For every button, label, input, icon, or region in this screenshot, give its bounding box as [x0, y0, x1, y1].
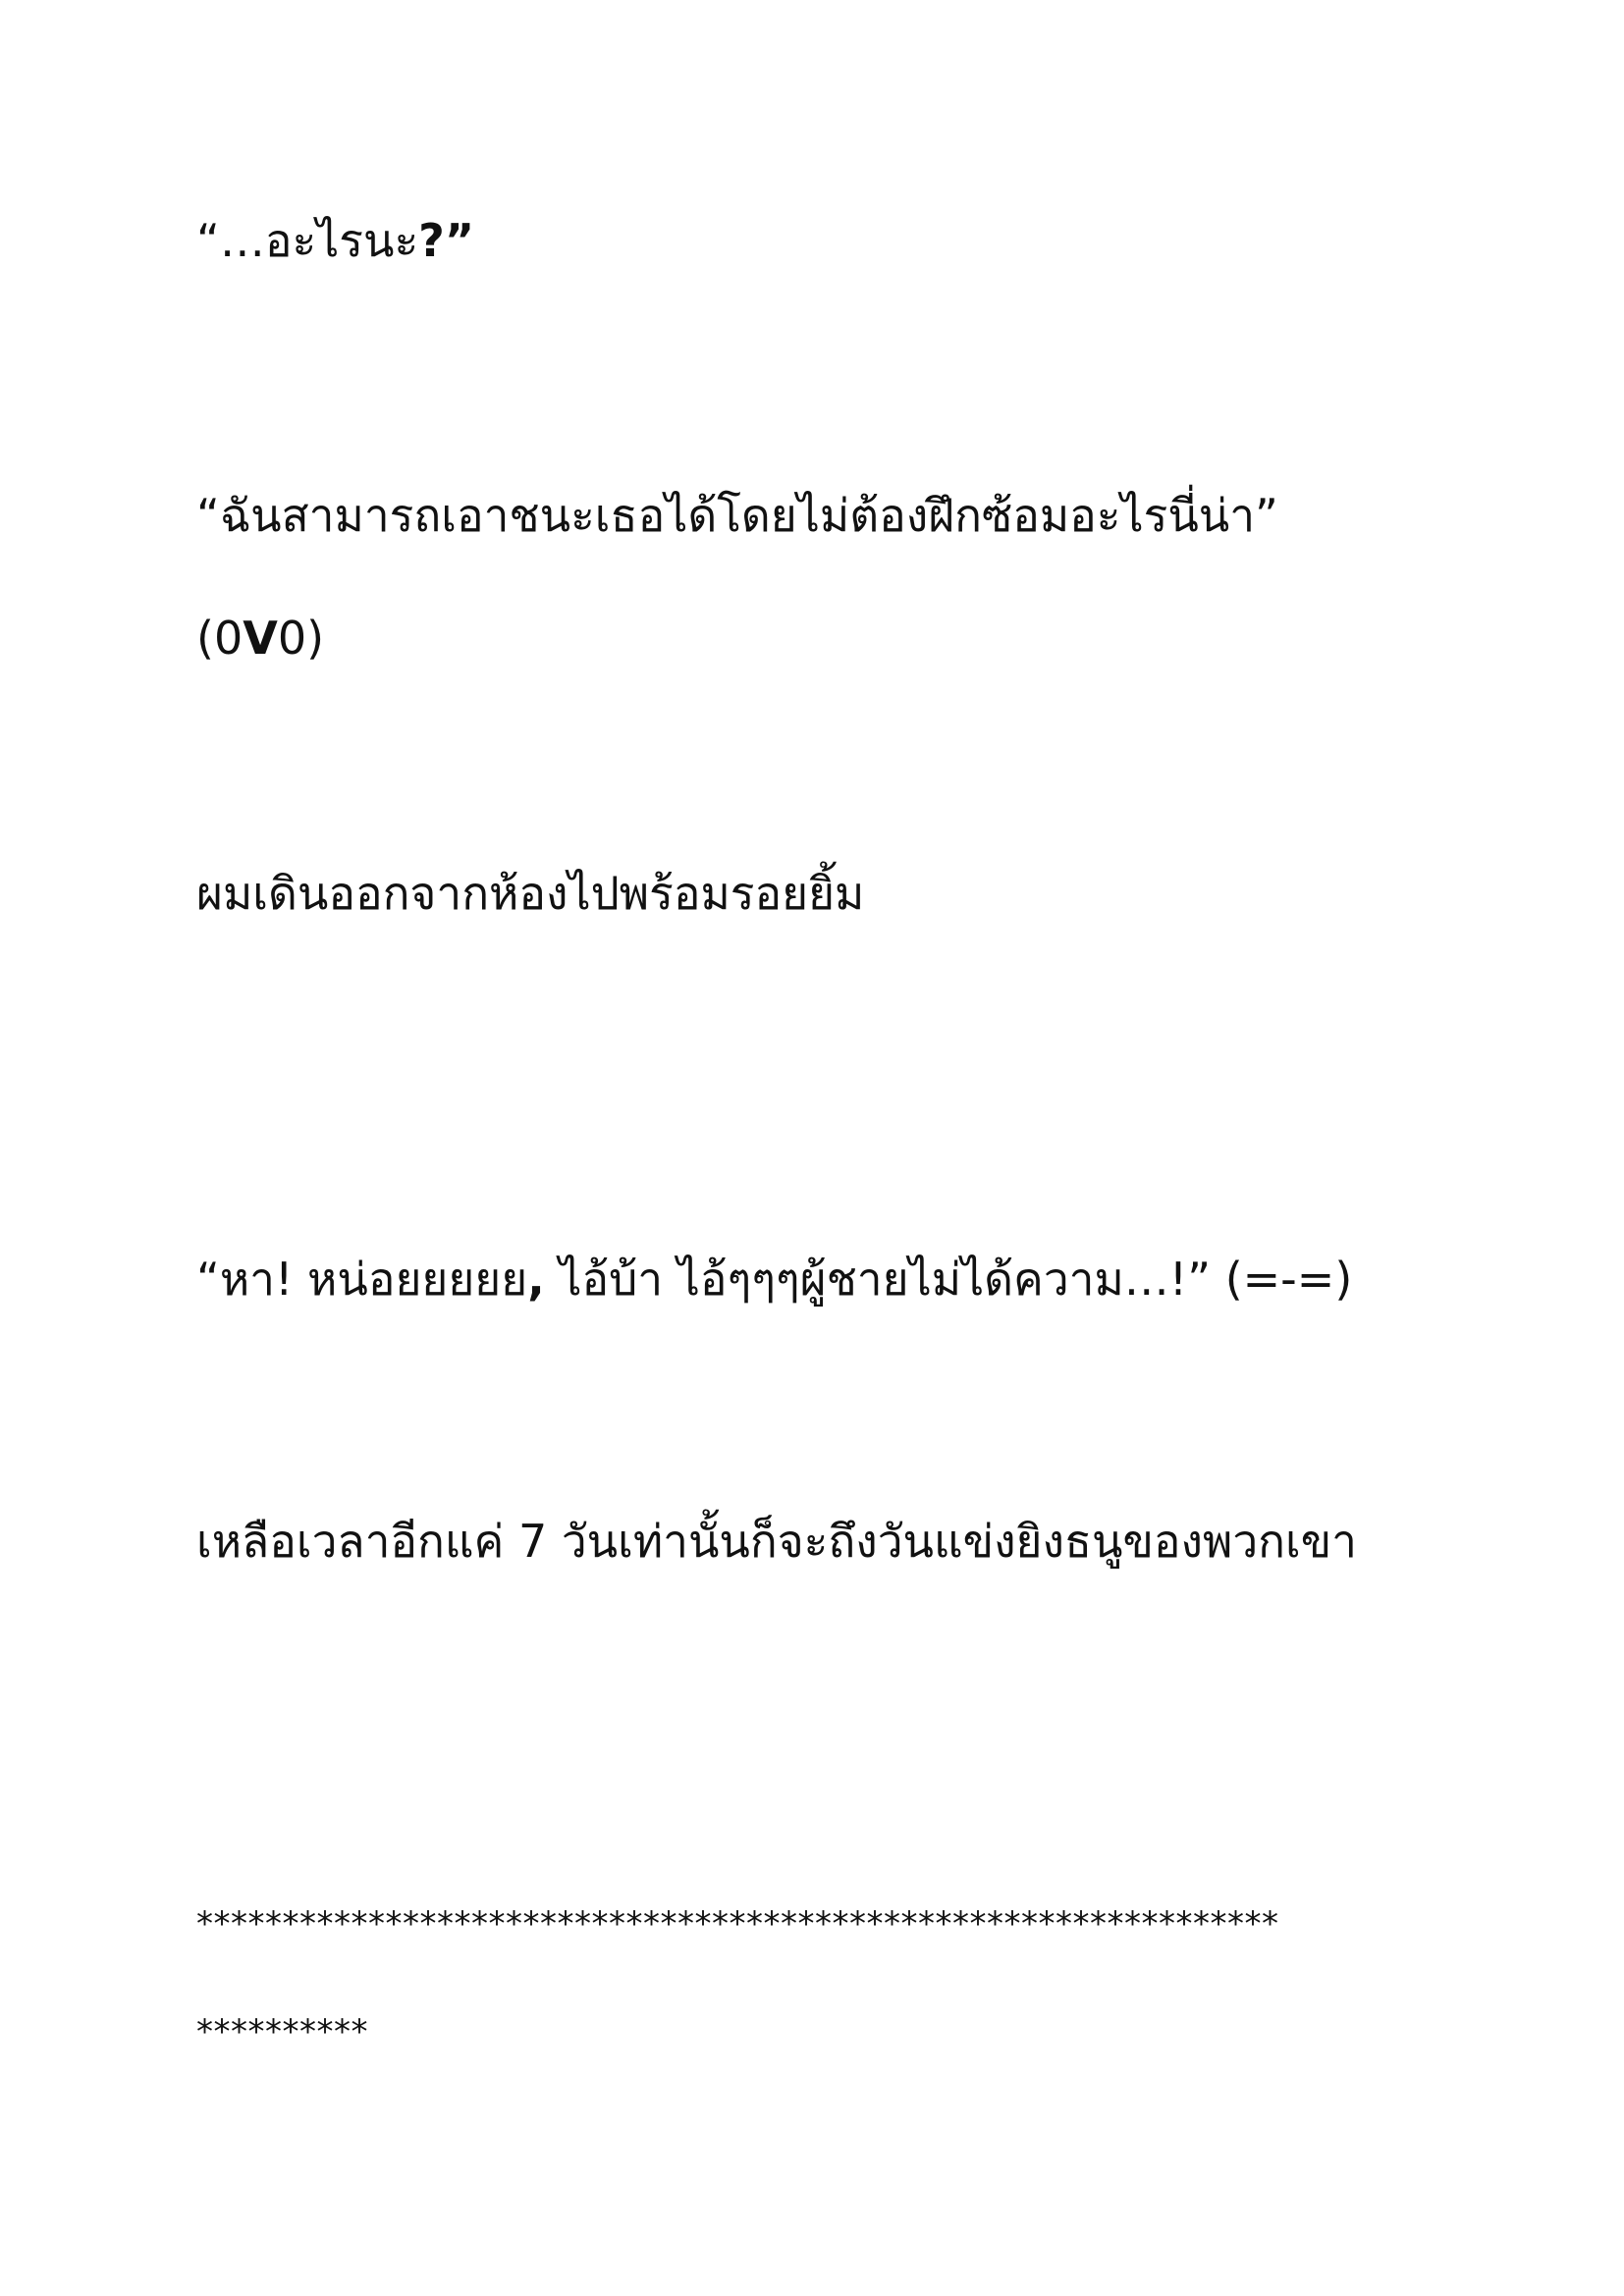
- dialogue-line-3: [196, 1250, 1352, 1308]
- separator-stars-short: **********: [196, 2012, 368, 2052]
- dialogue-text: “หา! หน่อยยยยย: [196, 1253, 528, 1306]
- dialogue-line-2: “ฉันสามารถเอาชนะเธอได้โดยไม่ต้องฝึกซ้อมอะไรนี่น่า”: [196, 489, 1278, 542]
- emoticon-part: (0: [196, 612, 244, 665]
- comma: ,: [527, 1253, 545, 1306]
- emoticon-part: V: [243, 612, 278, 665]
- dialogue-line-1: [196, 211, 474, 270]
- question-mark: ?”: [418, 214, 475, 267]
- narration-line-2: เหลือเวลาอีกแค่ 7 วันเท่านั้นก็จะถึงวันแข่งยิงธนูของพวกเขา: [196, 1515, 1358, 1568]
- narration-line-1: ผมเดินออกจากห้องไปพร้อมรอยยิ้ม: [196, 867, 865, 920]
- separator-stars-long: ***************************************************************: [196, 1904, 1279, 1944]
- dialogue-text: ไอ้บ้า ไอ้ๆๆๆผู้ชายไม่ได้ความ…!” (=-=): [544, 1253, 1353, 1306]
- dialogue-text: “…อะไรนะ: [196, 214, 419, 267]
- emoticon-part: 0): [277, 612, 325, 665]
- emoticon-line: [196, 609, 324, 667]
